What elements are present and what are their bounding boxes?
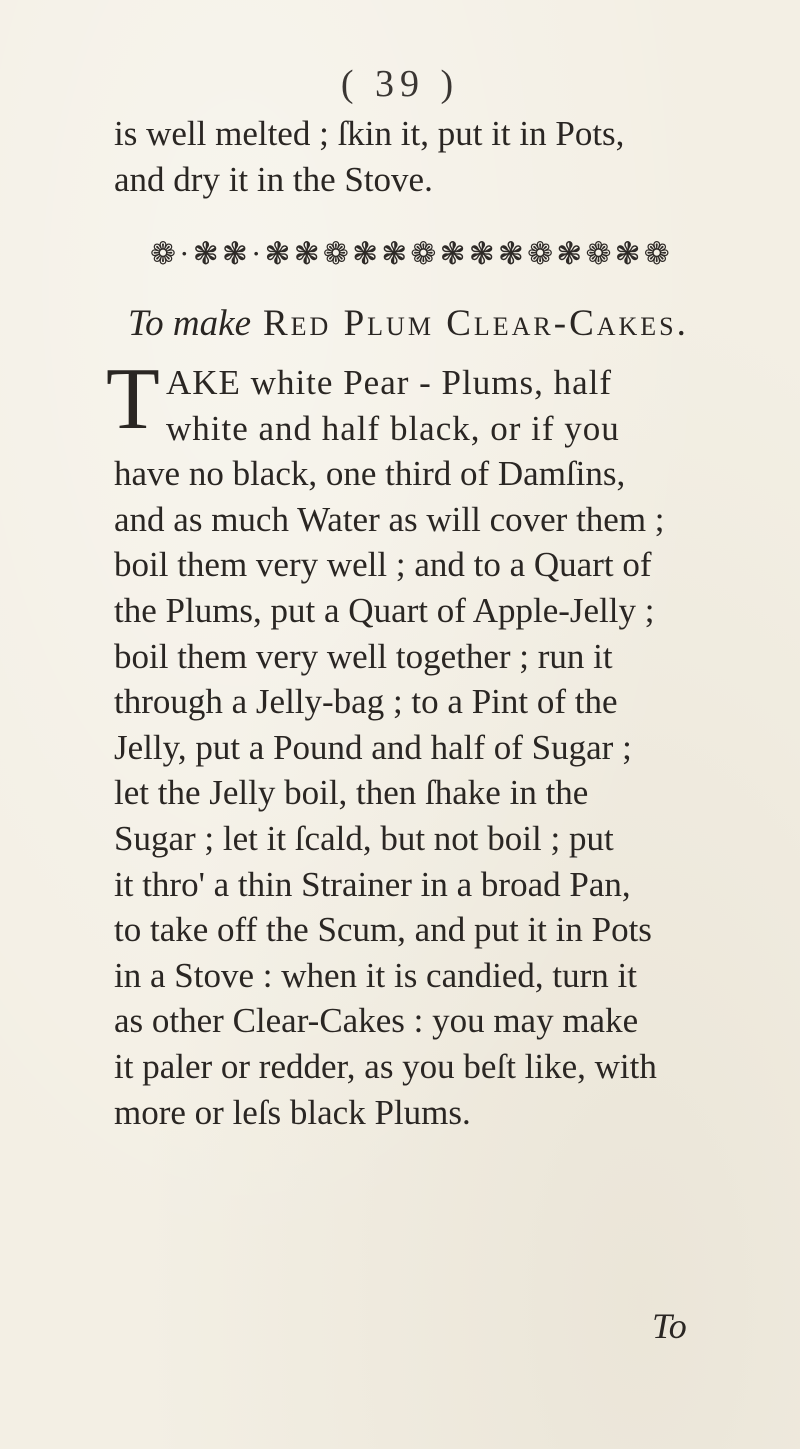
ornament-icon: ❃ [381,236,408,271]
ornament-icon: ❃ [264,236,291,271]
page-number: ( 39 ) [340,63,460,105]
ornament-icon: · [251,236,262,271]
recipe-line: the Plums, put a Quart of Apple-Jelly ; [114,590,655,630]
ornament-icon: ❃ [468,236,495,271]
ornament-icon: · [179,236,190,271]
preceding-text-line: and dry it in the Stove. [114,160,433,199]
ornament-icon: ❃ [192,236,219,271]
ornament-icon: ❃ [293,236,320,271]
recipe-line: as other Clear-Cakes : you may make [114,1001,639,1041]
ornament-icon: ❃ [614,236,641,271]
recipe-line: more or leſs black Plums. [114,1092,471,1132]
recipe-line: to take off the Scum, and put it in Pots [114,910,652,950]
recipe-line: let the Jelly boil, then ſhake in the [114,773,589,813]
recipe-line: it thro' a thin Strainer in a broad Pan, [114,864,631,904]
recipe-line: white and half black, or if you [166,408,620,448]
drop-cap: T [106,351,160,448]
preceding-text-line: is well melted ; ſkin it, put it in Pots, [114,114,625,153]
recipe-line: through a Jelly-bag ; to a Pint of the [114,682,618,722]
recipe-heading [128,302,689,345]
ornament-icon: ❃ [352,236,379,271]
recipe-line: Jelly, put a Pound and half of Sugar ; [114,727,632,767]
recipe-line: have no black, one third of Damſins, [114,454,626,494]
ornament-icon: ❃ [556,236,583,271]
ornament-icon: ❃ [221,236,248,271]
ornament-icon: ❁ [585,236,612,271]
recipe-line: in a Stove : when it is candied, turn it [114,955,637,995]
recipe-line: and as much Water as will cover them ; [114,499,665,539]
ornament-icon: ❁ [150,236,176,271]
ornament-icon: ❁ [410,236,437,271]
ornament-icon: ❁ [643,236,670,271]
recipe-heading-title: Red Plum Clear-Cakes. [263,303,689,344]
recipe-line: it paler or redder, as you beſt like, with [114,1046,657,1086]
ornament-icon: ❁ [527,236,554,271]
recipe-line: Sugar ; let it ſcald, but not boil ; put [114,818,614,858]
recipe-line: AKE white Pear - Plums, half [166,363,612,402]
recipe-line: boil them very well together ; run it [114,636,613,676]
recipe-body [114,360,734,1135]
ornament-icon: ❃ [439,236,466,271]
catchword: To [652,1306,687,1346]
recipe-line: boil them very well ; and to a Quart of [114,545,652,585]
ornament-icon: ❃ [497,236,524,271]
ornament-icon: ❁ [322,236,349,271]
recipe-heading-prefix: To make [128,303,251,344]
decorative-ornament-border [150,234,670,274]
